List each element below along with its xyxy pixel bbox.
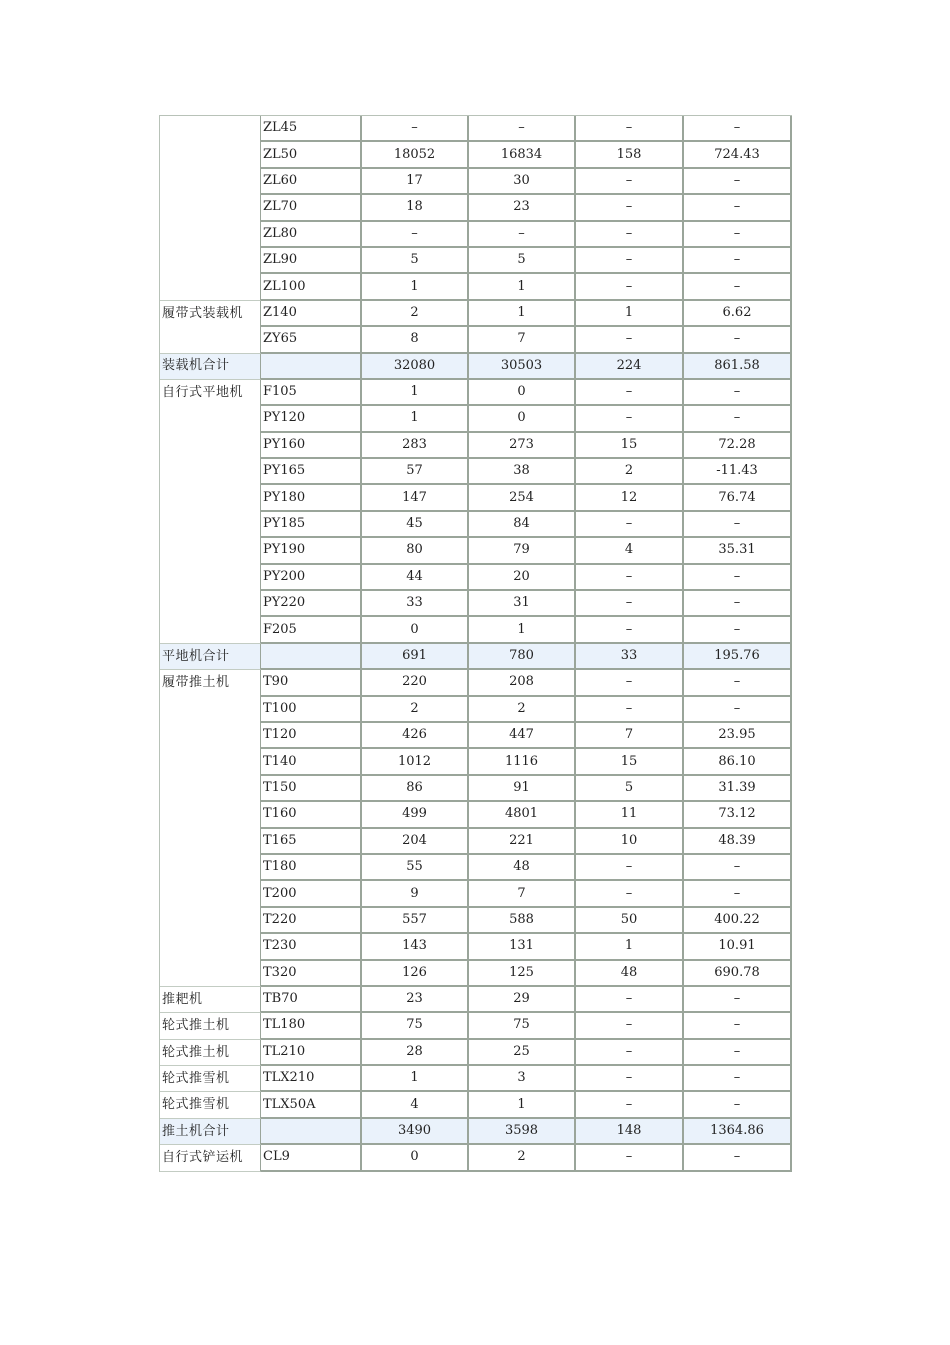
value-cell-v2: 1116 xyxy=(469,749,576,775)
model-cell: PY190 xyxy=(261,538,362,564)
value-cell-v4: – xyxy=(684,855,792,881)
model-cell: PY160 xyxy=(261,433,362,459)
value-cell-v4: – xyxy=(684,327,792,353)
value-cell-v1: 499 xyxy=(362,802,469,828)
model-cell: T220 xyxy=(261,908,362,934)
value-cell-v1: 691 xyxy=(362,644,469,670)
category-cell xyxy=(160,116,261,301)
value-cell-v3: 48 xyxy=(576,961,684,987)
value-cell-v1: 18 xyxy=(362,195,469,221)
value-cell-v2: 1 xyxy=(469,301,576,327)
value-cell-v3: – xyxy=(576,591,684,617)
value-cell-v3: – xyxy=(576,1145,684,1171)
model-cell: PY220 xyxy=(261,591,362,617)
value-cell-v3: – xyxy=(576,565,684,591)
value-cell-v3: – xyxy=(576,617,684,643)
value-cell-v2: – xyxy=(469,116,576,142)
table-row xyxy=(160,116,792,142)
model-cell: T165 xyxy=(261,829,362,855)
value-cell-v2: 84 xyxy=(469,512,576,538)
model-cell: T320 xyxy=(261,961,362,987)
value-cell-v4: 35.31 xyxy=(684,538,792,564)
value-cell-v1: 45 xyxy=(362,512,469,538)
model-cell: T120 xyxy=(261,723,362,749)
value-cell-v1: 75 xyxy=(362,1013,469,1039)
model-cell: F105 xyxy=(261,380,362,406)
value-cell-v4: 6.62 xyxy=(684,301,792,327)
table-total-row xyxy=(160,354,792,380)
value-cell-v1: 283 xyxy=(362,433,469,459)
value-cell-v4: – xyxy=(684,1040,792,1066)
value-cell-v1: 143 xyxy=(362,934,469,960)
value-cell-v4: 861.58 xyxy=(684,354,792,380)
model-cell: T200 xyxy=(261,881,362,907)
value-cell-v3: 5 xyxy=(576,776,684,802)
value-cell-v3: – xyxy=(576,512,684,538)
value-cell-v4: 1364.86 xyxy=(684,1119,792,1145)
model-cell: T230 xyxy=(261,934,362,960)
model-cell: TLX210 xyxy=(261,1066,362,1092)
category-cell: 轮式推土机 xyxy=(160,1013,261,1039)
value-cell-v2: 38 xyxy=(469,459,576,485)
value-cell-v4: – xyxy=(684,670,792,696)
model-cell: T90 xyxy=(261,670,362,696)
value-cell-v2: 75 xyxy=(469,1013,576,1039)
category-cell: 轮式推雪机 xyxy=(160,1066,261,1092)
value-cell-v2: 2 xyxy=(469,1145,576,1171)
category-cell: 自行式铲运机 xyxy=(160,1145,261,1171)
value-cell-v3: 7 xyxy=(576,723,684,749)
table-row xyxy=(160,1040,792,1066)
table-row xyxy=(160,380,792,406)
model-cell: PY200 xyxy=(261,565,362,591)
value-cell-v1: 17 xyxy=(362,169,469,195)
value-cell-v4: – xyxy=(684,1092,792,1118)
value-cell-v1: 126 xyxy=(362,961,469,987)
value-cell-v2: 25 xyxy=(469,1040,576,1066)
total-label: 推土机合计 xyxy=(160,1119,261,1145)
value-cell-v4: – xyxy=(684,512,792,538)
model-cell: TL180 xyxy=(261,1013,362,1039)
value-cell-v3: – xyxy=(576,881,684,907)
value-cell-v1: 80 xyxy=(362,538,469,564)
value-cell-v2: 79 xyxy=(469,538,576,564)
value-cell-v2: 7 xyxy=(469,327,576,353)
table-total-row xyxy=(160,1119,792,1145)
value-cell-v3: – xyxy=(576,987,684,1013)
total-label: 装载机合计 xyxy=(160,354,261,380)
value-cell-v4: – xyxy=(684,987,792,1013)
model-cell: T160 xyxy=(261,802,362,828)
value-cell-v2: 7 xyxy=(469,881,576,907)
value-cell-v2: 1 xyxy=(469,617,576,643)
value-cell-v1: 557 xyxy=(362,908,469,934)
value-cell-v1: 55 xyxy=(362,855,469,881)
model-cell: ZL80 xyxy=(261,222,362,248)
table-body xyxy=(160,116,792,1172)
table-row xyxy=(160,987,792,1013)
value-cell-v1: 1012 xyxy=(362,749,469,775)
value-cell-v1: 33 xyxy=(362,591,469,617)
value-cell-v2: 447 xyxy=(469,723,576,749)
value-cell-v4: – xyxy=(684,617,792,643)
value-cell-v1: 204 xyxy=(362,829,469,855)
value-cell-v3: 224 xyxy=(576,354,684,380)
model-cell: T180 xyxy=(261,855,362,881)
value-cell-v2: 125 xyxy=(469,961,576,987)
value-cell-v3: – xyxy=(576,169,684,195)
value-cell-v1: 5 xyxy=(362,248,469,274)
value-cell-v4: – xyxy=(684,565,792,591)
value-cell-v2: 3598 xyxy=(469,1119,576,1145)
model-cell: ZL45 xyxy=(261,116,362,142)
value-cell-v3: – xyxy=(576,1066,684,1092)
model-cell: F205 xyxy=(261,617,362,643)
value-cell-v2: 48 xyxy=(469,855,576,881)
value-cell-v3: – xyxy=(576,327,684,353)
model-cell: Z140 xyxy=(261,301,362,327)
model-cell: TB70 xyxy=(261,987,362,1013)
value-cell-v2: 31 xyxy=(469,591,576,617)
value-cell-v2: 0 xyxy=(469,380,576,406)
value-cell-v2: 16834 xyxy=(469,142,576,168)
value-cell-v3: 15 xyxy=(576,433,684,459)
table-row xyxy=(160,1145,792,1171)
value-cell-v3: 10 xyxy=(576,829,684,855)
value-cell-v4: 72.28 xyxy=(684,433,792,459)
value-cell-v2: 0 xyxy=(469,406,576,432)
value-cell-v4: 690.78 xyxy=(684,961,792,987)
value-cell-v2: 131 xyxy=(469,934,576,960)
value-cell-v2: 221 xyxy=(469,829,576,855)
value-cell-v2: 588 xyxy=(469,908,576,934)
value-cell-v4: – xyxy=(684,406,792,432)
value-cell-v1: 147 xyxy=(362,485,469,511)
value-cell-v3: – xyxy=(576,1040,684,1066)
production-sales-table xyxy=(159,115,792,1172)
value-cell-v4: – xyxy=(684,697,792,723)
value-cell-v3: 2 xyxy=(576,459,684,485)
model-cell: ZL70 xyxy=(261,195,362,221)
value-cell-v1: 57 xyxy=(362,459,469,485)
table-row xyxy=(160,1066,792,1092)
model-cell: CL9 xyxy=(261,1145,362,1171)
value-cell-v1: 426 xyxy=(362,723,469,749)
value-cell-v3: – xyxy=(576,1092,684,1118)
value-cell-v4: 76.74 xyxy=(684,485,792,511)
value-cell-v1: 23 xyxy=(362,987,469,1013)
model-cell: PY180 xyxy=(261,485,362,511)
value-cell-v1: 9 xyxy=(362,881,469,907)
value-cell-v2: 30 xyxy=(469,169,576,195)
value-cell-v1: 4 xyxy=(362,1092,469,1118)
value-cell-v3: – xyxy=(576,670,684,696)
value-cell-v2: 1 xyxy=(469,274,576,300)
model-cell: TL210 xyxy=(261,1040,362,1066)
value-cell-v3: 15 xyxy=(576,749,684,775)
value-cell-v1: – xyxy=(362,222,469,248)
total-label: 平地机合计 xyxy=(160,644,261,670)
value-cell-v1: 1 xyxy=(362,406,469,432)
value-cell-v1: – xyxy=(362,116,469,142)
value-cell-v3: – xyxy=(576,406,684,432)
model-cell: PY120 xyxy=(261,406,362,432)
model-cell: ZL100 xyxy=(261,274,362,300)
model-cell xyxy=(261,1119,362,1145)
value-cell-v3: 50 xyxy=(576,908,684,934)
value-cell-v3: – xyxy=(576,380,684,406)
model-cell: PY185 xyxy=(261,512,362,538)
value-cell-v4: – xyxy=(684,274,792,300)
value-cell-v2: 273 xyxy=(469,433,576,459)
category-cell: 轮式推土机 xyxy=(160,1040,261,1066)
value-cell-v2: 30503 xyxy=(469,354,576,380)
category-cell: 推耙机 xyxy=(160,987,261,1013)
value-cell-v4: – xyxy=(684,248,792,274)
value-cell-v2: 780 xyxy=(469,644,576,670)
value-cell-v4: -11.43 xyxy=(684,459,792,485)
value-cell-v1: 86 xyxy=(362,776,469,802)
value-cell-v1: 0 xyxy=(362,1145,469,1171)
table-row xyxy=(160,670,792,696)
value-cell-v4: – xyxy=(684,591,792,617)
value-cell-v1: 1 xyxy=(362,380,469,406)
model-cell: T100 xyxy=(261,697,362,723)
value-cell-v4: 10.91 xyxy=(684,934,792,960)
value-cell-v3: – xyxy=(576,697,684,723)
value-cell-v1: 18052 xyxy=(362,142,469,168)
value-cell-v1: 2 xyxy=(362,697,469,723)
value-cell-v4: – xyxy=(684,169,792,195)
table-row xyxy=(160,301,792,327)
value-cell-v4: – xyxy=(684,116,792,142)
value-cell-v3: 11 xyxy=(576,802,684,828)
category-cell: 履带推土机 xyxy=(160,670,261,987)
value-cell-v4: – xyxy=(684,1066,792,1092)
value-cell-v2: 29 xyxy=(469,987,576,1013)
value-cell-v1: 32080 xyxy=(362,354,469,380)
value-cell-v4: 724.43 xyxy=(684,142,792,168)
value-cell-v4: 31.39 xyxy=(684,776,792,802)
value-cell-v4: 195.76 xyxy=(684,644,792,670)
model-cell xyxy=(261,644,362,670)
model-cell: T150 xyxy=(261,776,362,802)
value-cell-v2: 91 xyxy=(469,776,576,802)
value-cell-v1: 3490 xyxy=(362,1119,469,1145)
value-cell-v2: 208 xyxy=(469,670,576,696)
value-cell-v4: 23.95 xyxy=(684,723,792,749)
model-cell: ZL90 xyxy=(261,248,362,274)
value-cell-v4: 86.10 xyxy=(684,749,792,775)
value-cell-v4: 48.39 xyxy=(684,829,792,855)
category-cell: 自行式平地机 xyxy=(160,380,261,644)
value-cell-v4: – xyxy=(684,1145,792,1171)
value-cell-v3: 4 xyxy=(576,538,684,564)
value-cell-v3: 12 xyxy=(576,485,684,511)
table-total-row xyxy=(160,644,792,670)
value-cell-v3: – xyxy=(576,116,684,142)
value-cell-v1: 220 xyxy=(362,670,469,696)
value-cell-v2: 254 xyxy=(469,485,576,511)
value-cell-v4: 400.22 xyxy=(684,908,792,934)
value-cell-v3: 148 xyxy=(576,1119,684,1145)
model-cell: PY165 xyxy=(261,459,362,485)
value-cell-v2: – xyxy=(469,222,576,248)
value-cell-v3: 33 xyxy=(576,644,684,670)
value-cell-v3: – xyxy=(576,248,684,274)
value-cell-v2: 23 xyxy=(469,195,576,221)
value-cell-v4: – xyxy=(684,380,792,406)
value-cell-v4: 73.12 xyxy=(684,802,792,828)
value-cell-v4: – xyxy=(684,881,792,907)
table-row xyxy=(160,1092,792,1118)
value-cell-v4: – xyxy=(684,195,792,221)
value-cell-v2: 3 xyxy=(469,1066,576,1092)
model-cell: ZL50 xyxy=(261,142,362,168)
table-row xyxy=(160,1013,792,1039)
model-cell: T140 xyxy=(261,749,362,775)
model-cell xyxy=(261,354,362,380)
value-cell-v4: – xyxy=(684,1013,792,1039)
value-cell-v2: 1 xyxy=(469,1092,576,1118)
value-cell-v3: 158 xyxy=(576,142,684,168)
value-cell-v2: 5 xyxy=(469,248,576,274)
value-cell-v3: 1 xyxy=(576,301,684,327)
model-cell: ZL60 xyxy=(261,169,362,195)
value-cell-v1: 1 xyxy=(362,1066,469,1092)
model-cell: ZY65 xyxy=(261,327,362,353)
value-cell-v3: – xyxy=(576,222,684,248)
value-cell-v4: – xyxy=(684,222,792,248)
model-cell: TLX50A xyxy=(261,1092,362,1118)
value-cell-v3: – xyxy=(576,195,684,221)
value-cell-v1: 2 xyxy=(362,301,469,327)
category-cell: 轮式推雪机 xyxy=(160,1092,261,1118)
value-cell-v1: 8 xyxy=(362,327,469,353)
value-cell-v1: 0 xyxy=(362,617,469,643)
value-cell-v3: – xyxy=(576,274,684,300)
value-cell-v2: 20 xyxy=(469,565,576,591)
value-cell-v2: 2 xyxy=(469,697,576,723)
value-cell-v1: 44 xyxy=(362,565,469,591)
category-cell: 履带式装载机 xyxy=(160,301,261,354)
value-cell-v1: 28 xyxy=(362,1040,469,1066)
value-cell-v3: 1 xyxy=(576,934,684,960)
value-cell-v3: – xyxy=(576,855,684,881)
value-cell-v3: – xyxy=(576,1013,684,1039)
value-cell-v2: 4801 xyxy=(469,802,576,828)
value-cell-v1: 1 xyxy=(362,274,469,300)
